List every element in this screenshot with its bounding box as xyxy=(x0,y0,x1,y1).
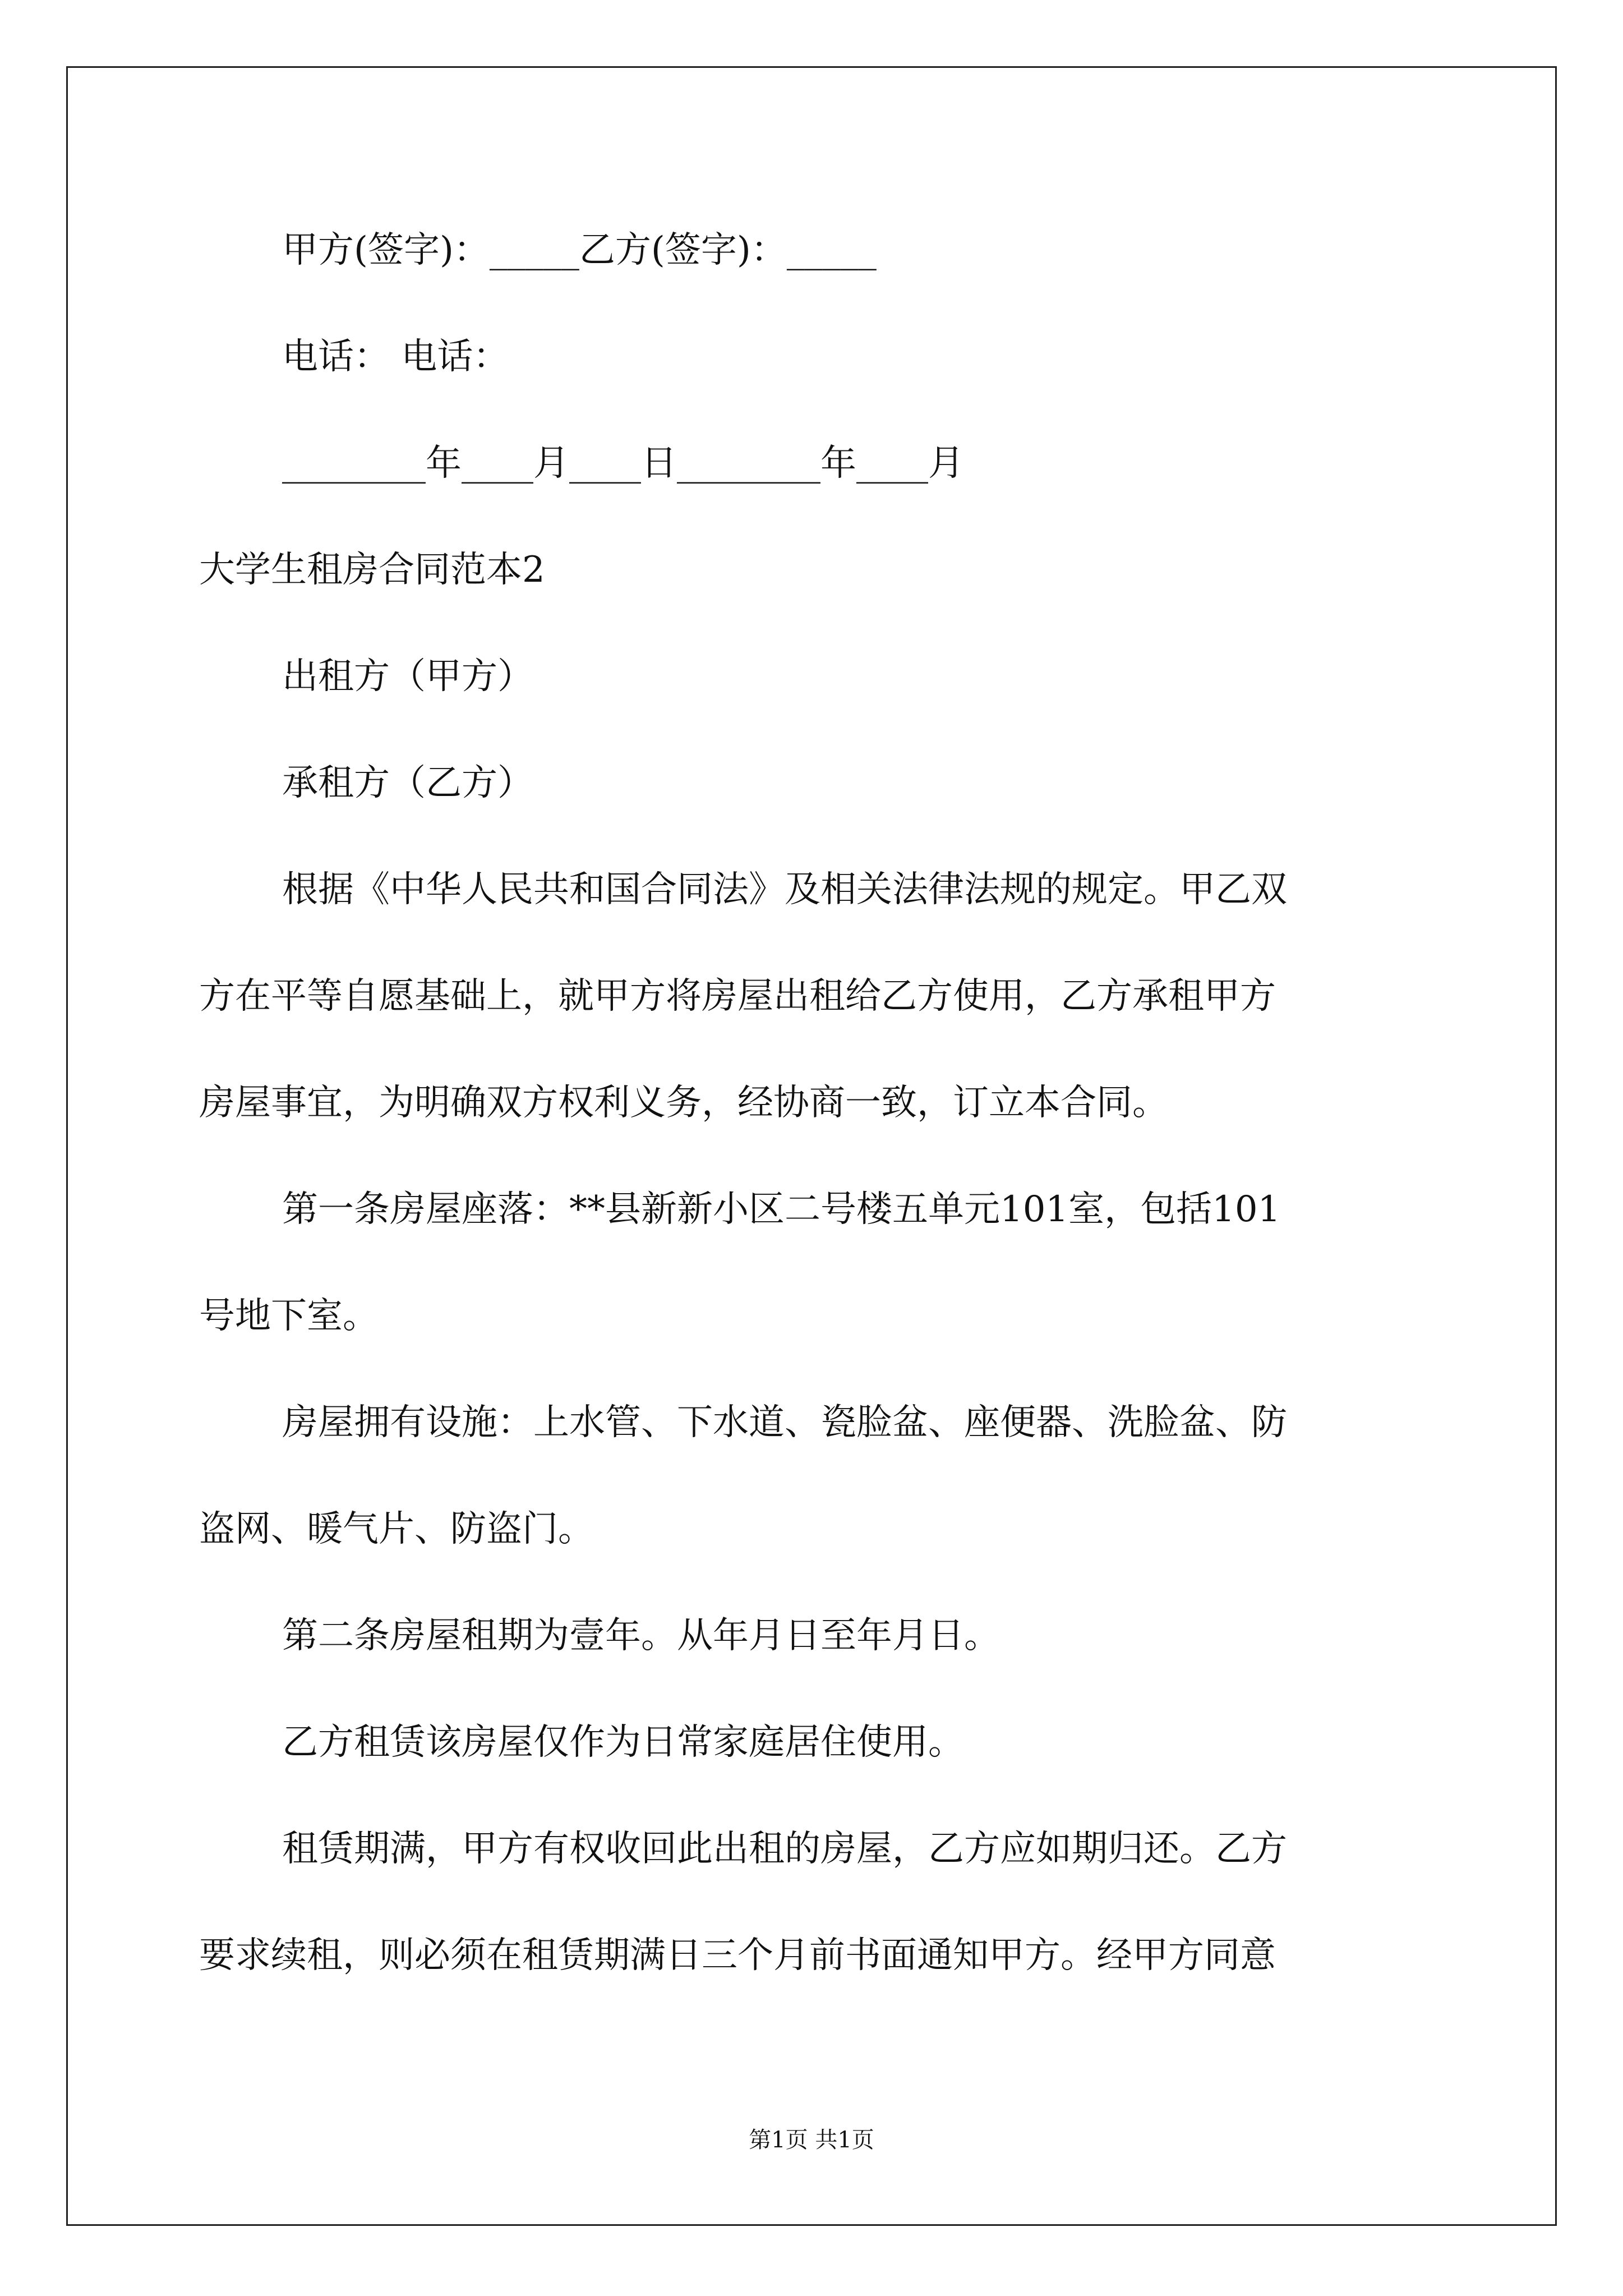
paragraph-line: 第一条房屋座落：**县新新小区二号楼五单元101室，包括101 xyxy=(282,1189,1281,1230)
paragraph-line: 根据《中华人民共和国合同法》及相关法律法规的规定。甲乙双 xyxy=(282,869,1287,910)
lessee-line: 承租方（乙方） xyxy=(282,762,533,804)
paragraph-line: 盗网、暖气片、防盗门。 xyxy=(199,1508,594,1550)
paragraph-line: 房屋事宜，为明确双方权利义务，经协商一致，订立本合同。 xyxy=(199,1082,1168,1124)
page-footer: 第1页 共1页 xyxy=(749,2127,874,2153)
section-title: 大学生租房合同范本2 xyxy=(199,549,545,591)
paragraph-line: 第二条房屋租期为壹年。从年月日至年月日。 xyxy=(282,1615,1000,1657)
page-border xyxy=(66,66,1557,2226)
date-line: ________年____月____日________年____月 xyxy=(282,443,964,484)
paragraph-line: 租赁期满，甲方有权收回此出租的房屋，乙方应如期归还。乙方 xyxy=(282,1828,1287,1870)
lessor-line: 出租方（甲方） xyxy=(282,656,533,697)
phone-line: 电话： 电话： xyxy=(282,336,509,378)
paragraph-line: 房屋拥有设施：上水管、下水道、瓷脸盆、座便器、洗脸盆、防 xyxy=(282,1402,1287,1443)
signature-line: 甲方(签字)：_____乙方(签字)：_____ xyxy=(282,229,877,271)
paragraph-line: 要求续租，则必须在租赁期满日三个月前书面通知甲方。经甲方同意 xyxy=(199,1935,1276,1976)
paragraph-line: 号地下室。 xyxy=(199,1295,379,1337)
paragraph-line: 乙方租赁该房屋仅作为日常家庭居住使用。 xyxy=(282,1722,964,1763)
paragraph-line: 方在平等自愿基础上，就甲方将房屋出租给乙方使用，乙方承租甲方 xyxy=(199,976,1276,1017)
